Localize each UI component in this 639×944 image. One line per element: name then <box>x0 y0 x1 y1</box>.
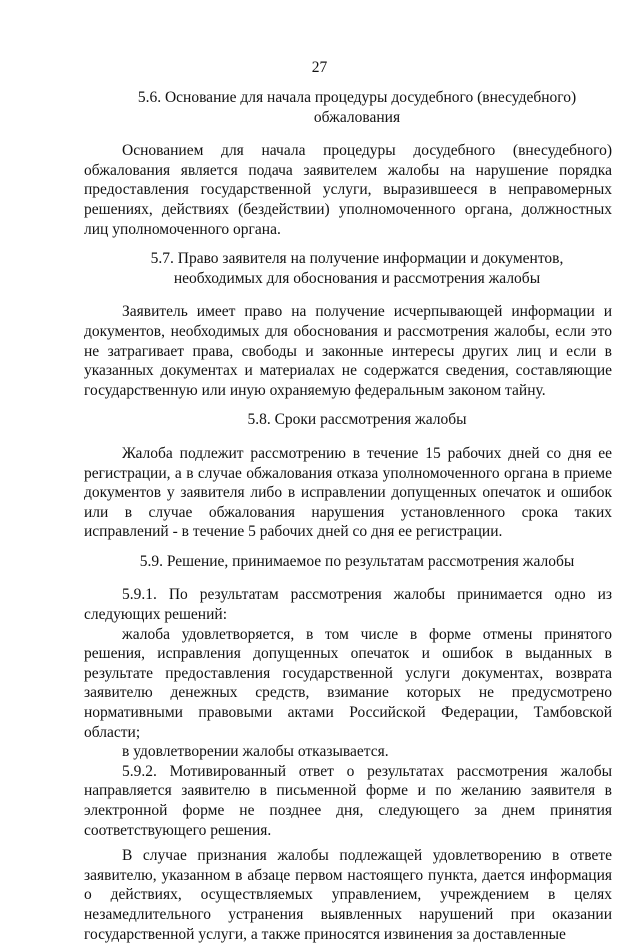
section-5-9-2-continuation-paragraph: В случае признания жалобы подлежащей удовлетворению в ответе заявителю, указанном в абзаце первом настоящего пункта, дается информация о действиях, осуществляемых управлением, учреждением в целях незамедлительного устранения выявленных нарушений при оказании государственной услуги, а также приносятся извинения за доставленные <box>84 847 612 943</box>
section-5-7-heading: 5.7. Право заявителя на получение информации и документов, необходимых для обоснования и рассмотрения жалобы <box>150 250 564 287</box>
section-5-8-heading: 5.8. Сроки рассмотрения жалобы <box>247 411 467 429</box>
section-5-6-paragraph: Основанием для начала процедуры досудебного (внесудебного) обжалования является подача заявителем жалобы на нарушение порядка предоставления государственной услуги, выразившееся в неправомерных решениях, действиях (бездействии) уполномоченного органа, должностных лиц уполномоченного органа. <box>84 142 612 238</box>
section-5-9-2-paragraph: 5.9.2. Мотивированный ответ о результатах рассмотрения жалобы направляется заявителю в письменной форме и по желанию заявителя в электронной форме не позднее дня, следующего за днем принятия соответствующего решения. <box>84 762 612 839</box>
section-5-9-heading: 5.9. Решение, принимаемое по результатам рассмотрения жалобы <box>139 552 575 570</box>
section-5-9-1-option-refused: в удовлетворении жалобы отказывается. <box>122 743 389 761</box>
section-5-9-1-option-satisfied: жалоба удовлетворяется, в том числе в форме отмены принятого решения, исправления допущенных опечаток и ошибок в выданных в результате предоставления государственной услуги документах, возврата заявителю денежных средств, взимание которых не предусмотрено нормативными правовыми актами Российской Федерации, Тамбовской области; <box>84 625 612 741</box>
page-number: 27 <box>311 59 328 76</box>
section-5-9-1-paragraph: 5.9.1. По результатам рассмотрения жалобы принимается одно из следующих решений: <box>84 586 612 624</box>
section-5-7-paragraph: Заявитель имеет право на получение исчерпывающей информации и документов, необходимых для обоснования и рассмотрения жалобы, если это не затрагивает права, свободы и законные интересы других лиц и если в указанных документах и материалах не содержатся сведения, составляющие государственную или иную охраняемую федеральным законом тайну. <box>84 303 612 399</box>
document-body <box>84 84 612 944</box>
section-5-8-paragraph: Жалоба подлежит рассмотрению в течение 15 рабочих дней со дня ее регистрации, а в случае обжалования отказа уполномоченного органа в приеме документов у заявителя либо в исправлении допущенных опечаток и ошибок или в случае обжалования нарушения установленного срока таких исправлений - в течение 5 рабочих дней со дня ее регистрации. <box>84 444 612 541</box>
section-5-6-heading: 5.6. Основание для начала процедуры досудебного (внесудебного) обжалования <box>137 89 577 126</box>
